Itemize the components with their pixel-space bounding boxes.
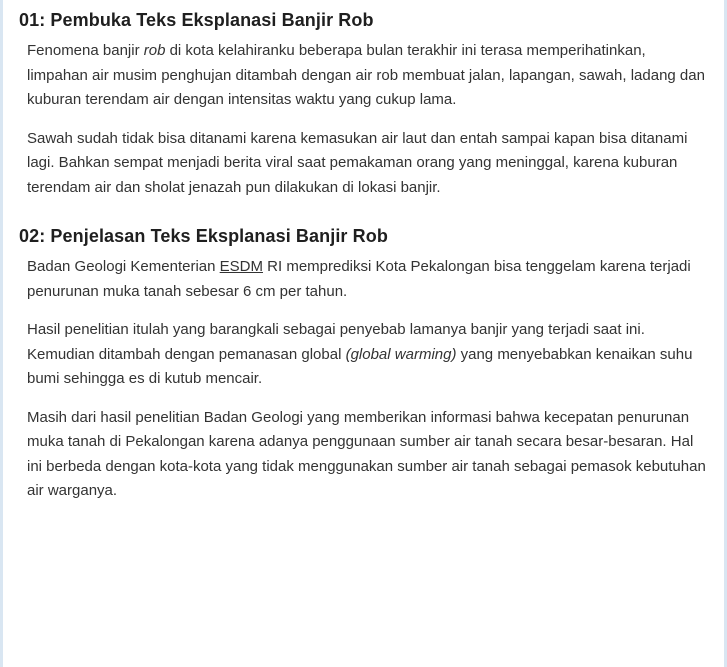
link-esdm[interactable]: ESDM [219,258,263,275]
paragraph-text: Fenomena banjir [27,42,144,59]
section-penjelasan [17,226,710,504]
paragraph-4 [27,318,710,392]
paragraph-1 [27,39,710,113]
paragraph-5: Masih dari hasil penelitian Badan Geologi yang memberikan informasi bahwa kecepatan penurunan muka tanah di Pekalongan karena adanya penggunaan sumber air tanah secara besar-besaran. Hal ini berbeda dengan kota-kota yang tidak menggunakan sumber air tanah sebagai pemasok kebutuhan air warganya. [27,408,706,499]
paragraph-text: yang menyebabkan kenaikan suhu bumi sehingga es di kutub mencair. [27,345,693,387]
paragraph-text: di kota kelahiranku beberapa bulan terakhir ini terasa memperihatinkan, limpahan air musim penghujan ditambah dengan air rob membuat jalan, lapangan, sawah, ladang dan kuburan terendam air dengan intensitas waktu yang cukup lama. [27,42,705,108]
paragraph-2: Sawah sudah tidak bisa ditanami karena kemasukan air laut dan entah sampai kapan bisa ditanami lagi. Bahkan sempat menjadi berita viral saat pemakaman orang yang meninggal, karena kuburan terendam air dan sholat jenazah pun dilakukan di lokasi banjir. [27,129,688,196]
section-title: 01: Pembuka Teks Eksplanasi Banjir Rob [19,10,374,30]
paragraph-text: Hasil penelitian itulah yang barangkali sebagai penyebab lamanya banjir yang terjadi saat ini. Kemudian ditambah dengan pemanasan global [27,321,645,363]
italic-term: (global warming) [345,345,457,363]
section-title: 02: Penjelasan Teks Eksplanasi Banjir Rob [19,226,388,246]
paragraph-text: Badan Geologi Kementerian [27,258,220,275]
italic-term: rob [143,42,166,59]
paragraph-text: RI memprediksi Kota Pekalongan bisa tenggelam karena terjadi penurunan muka tanah sebesar 6 cm per tahun. [27,258,691,300]
paragraph-3 [27,255,710,304]
section-pembuka [17,10,710,200]
